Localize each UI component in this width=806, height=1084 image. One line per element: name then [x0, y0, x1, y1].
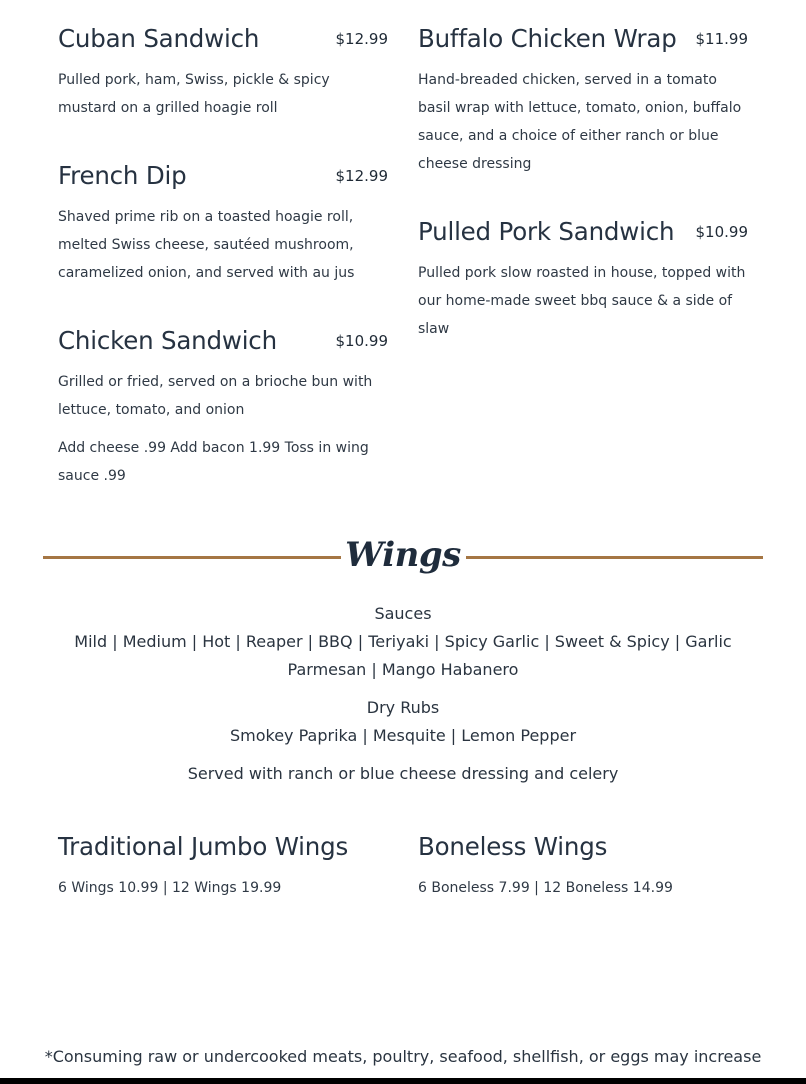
menu-item-description: 6 Wings 10.99 | 12 Wings 19.99 [58, 880, 282, 896]
served-with-block [60, 760, 746, 788]
menu-item-name: Pulled Pork Sandwich [418, 217, 675, 246]
menu-item-header [418, 0, 748, 53]
menu-item-name: Buffalo Chicken Wrap [418, 24, 677, 53]
menu-item-boneless-wings [418, 830, 748, 902]
menu-item-description: Hand-breaded chicken, served in a tomato basil wrap with lettuce, tomato, onion, buffalo sauce, and a choice of either ranch or blue cheese dressing [418, 72, 742, 172]
menu-item-chicken-sandwich [58, 302, 388, 490]
dry-rubs-heading: Dry Rubs [366, 698, 440, 717]
menu-item-name: Boneless Wings [418, 832, 608, 861]
menu-item-price: $12.99 [335, 167, 388, 185]
menu-item-price: $12.99 [335, 30, 388, 48]
menu-item-name: Cuban Sandwich [58, 24, 260, 53]
served-with-note: Served with ranch or blue cheese dressing and celery [187, 764, 619, 783]
menu-item-header [58, 302, 388, 355]
section-divider-left [43, 556, 341, 559]
menu-item-french-dip [58, 137, 388, 287]
consumer-advisory-disclaimer: *Consuming raw or undercooked meats, poultry, seafood, shellfish, or eggs may increase [44, 1047, 762, 1066]
menu-item-name: Chicken Sandwich [58, 326, 277, 355]
menu-item-addons: Add cheese .99 Add bacon 1.99 Toss in wing sauce .99 [58, 440, 369, 484]
section-title-wings: Wings [345, 535, 461, 575]
menu-item-price: $10.99 [335, 332, 388, 350]
menu-item-description: 6 Boneless 7.99 | 12 Boneless 14.99 [418, 880, 673, 896]
menu-item-description: Pulled pork slow roasted in house, topped with our home-made sweet bbq sauce & a side of slaw [418, 265, 746, 337]
menu-item-traditional-jumbo-wings [58, 830, 388, 902]
menu-item-description: Shaved prime rib on a toasted hoagie roll, melted Swiss cheese, sautéed mushroom, caramelized onion, and served with au jus [58, 209, 355, 281]
menu-item-description: Pulled pork, ham, Swiss, pickle & spicy mustard on a grilled hoagie roll [58, 72, 330, 116]
section-divider-right [466, 556, 763, 559]
menu-item-pulled-pork-sandwich [418, 193, 748, 343]
sauces-block [60, 600, 746, 684]
menu-item-price: $11.99 [695, 30, 748, 48]
sauces-heading: Sauces [374, 604, 432, 623]
menu-item-cuban-sandwich [58, 0, 388, 122]
menu-item-header [58, 137, 388, 190]
menu-item-name: Traditional Jumbo Wings [58, 832, 349, 861]
menu-item-header [418, 193, 748, 246]
page-bottom-edge [0, 1078, 806, 1084]
dry-rubs-list: Smokey Paprika | Mesquite | Lemon Pepper [229, 726, 577, 745]
dry-rubs-block [60, 694, 746, 750]
sauces-list: Mild | Medium | Hot | Reaper | BBQ | Teriyaki | Spicy Garlic | Sweet & Spicy | Garlic Parmesan | Mango Habanero [74, 632, 732, 679]
menu-item-header [58, 0, 388, 53]
menu-item-price: $10.99 [695, 223, 748, 241]
menu-item-buffalo-chicken-wrap [418, 0, 748, 178]
menu-item-name: French Dip [58, 161, 187, 190]
menu-item-description: Grilled or fried, served on a brioche bun with lettuce, tomato, and onion [58, 374, 373, 418]
